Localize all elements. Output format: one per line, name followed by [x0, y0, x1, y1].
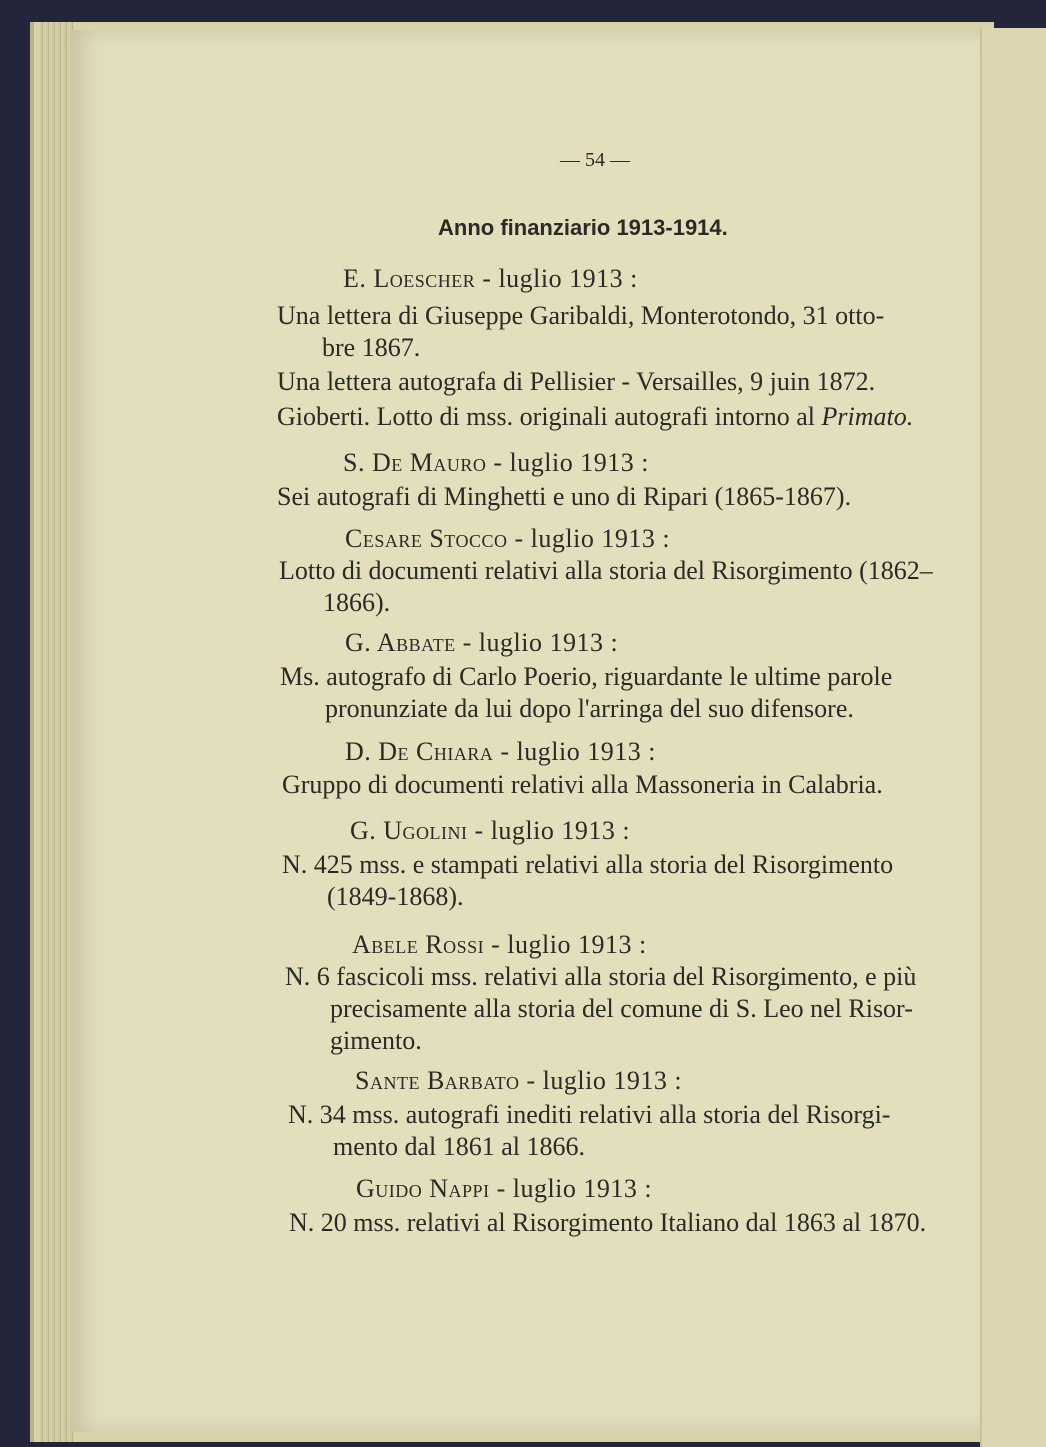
entry-line: Ms. autografo di Carlo Poerio, riguardante le ultime parole	[280, 662, 893, 691]
donor-name: D. De Chiara - luglio 1913 :	[345, 737, 656, 766]
entry-line: Lotto di documenti relativi alla storia del Risorgimento (1862–	[279, 556, 933, 585]
entry-line: Gruppo di documenti relativi alla Massoneria in Calabria.	[282, 770, 883, 799]
donor-name: G. Abbate - luglio 1913 :	[345, 628, 619, 657]
entry-line: bre 1867.	[322, 333, 421, 362]
emphasis-text: Primato.	[821, 402, 914, 431]
section-heading: Anno finanziario 1913-1914.	[438, 215, 728, 240]
entry-line: Gioberti. Lotto di mss. originali autografi intorno al Primato.	[277, 402, 914, 431]
donor-name: E. Loescher - luglio 1913 :	[343, 264, 638, 293]
entry-line: pronunziate da lui dopo l'arringa del suo difensore.	[325, 694, 854, 723]
entry-line: gimento.	[330, 1026, 422, 1055]
donor-name: Abele Rossi - luglio 1913 :	[352, 930, 647, 959]
entry-line: Una lettera di Giuseppe Garibaldi, Monterotondo, 31 otto-	[277, 301, 885, 330]
donor-name: Sante Barbato - luglio 1913 :	[355, 1066, 683, 1095]
entry-line: (1849-1868).	[327, 882, 464, 911]
donor-name: S. De Mauro - luglio 1913 :	[343, 448, 649, 477]
entry-line: N. 34 mss. autografi inediti relativi alla storia del Risorgi-	[288, 1100, 891, 1129]
page-number: — 54 —	[560, 149, 630, 171]
entry-line: Sei autografi di Minghetti e uno di Ripari (1865-1867).	[277, 482, 852, 511]
entry-line: N. 6 fascicoli mss. relativi alla storia del Risorgimento, e più	[285, 962, 917, 991]
donor-name: Cesare Stocco - luglio 1913 :	[345, 524, 671, 553]
facing-page-edge	[980, 28, 1046, 1447]
entry-line: N. 425 mss. e stampati relativi alla storia del Risorgimento	[282, 850, 894, 879]
entry-line: 1866).	[323, 588, 391, 617]
entry-line: mento dal 1861 al 1866.	[333, 1132, 586, 1161]
entry-line: N. 20 mss. relativi al Risorgimento Italiano dal 1863 al 1870.	[289, 1208, 927, 1237]
donor-name: G. Ugolini - luglio 1913 :	[350, 816, 631, 845]
entry-line: Una lettera autografa di Pellisier - Versailles, 9 juin 1872.	[277, 367, 876, 396]
entry-line: precisamente alla storia del comune di S. Leo nel Risor-	[330, 994, 913, 1023]
donor-name: Guido Nappi - luglio 1913 :	[356, 1174, 653, 1203]
